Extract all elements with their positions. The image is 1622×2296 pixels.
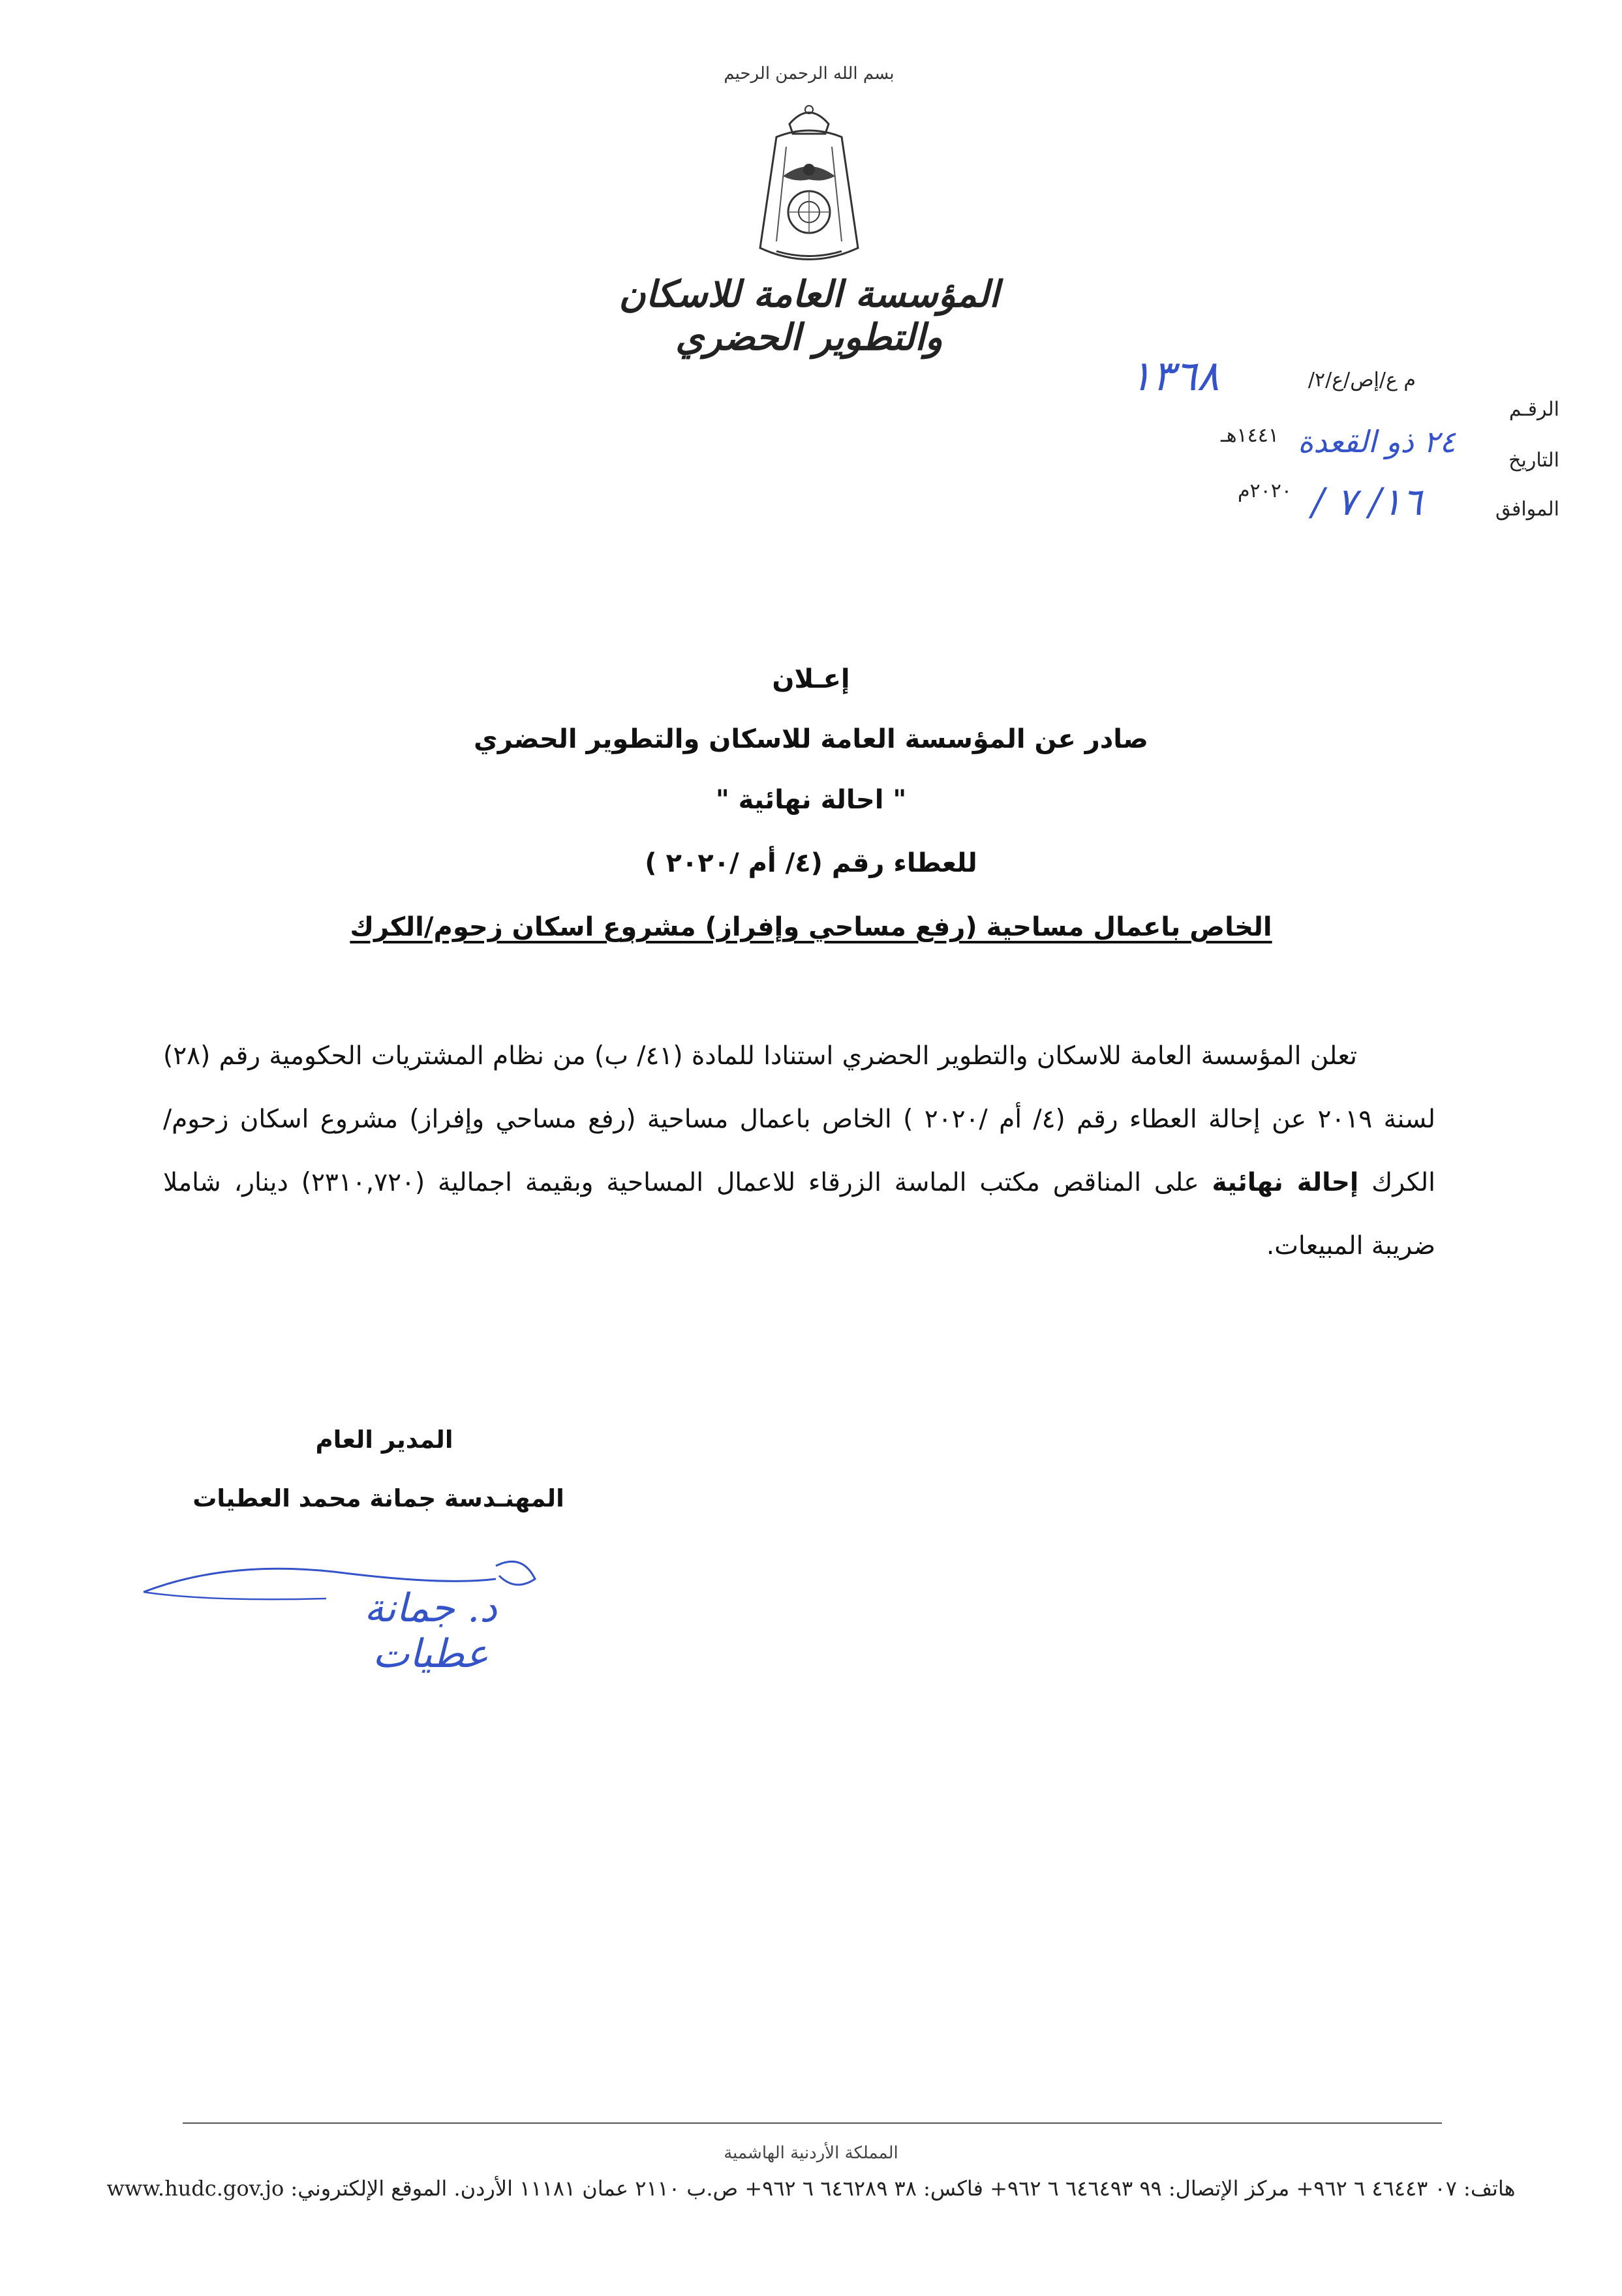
- signatory-title: المدير العام: [315, 1426, 453, 1454]
- announcement-body: [163, 1024, 1435, 1278]
- signatory-name: المهنـدسة جمانة محمد العطيات: [192, 1484, 564, 1512]
- date-handwritten: ٢٤ ذو القعدة: [1298, 424, 1456, 459]
- jordan-coat-of-arms-icon: [737, 98, 881, 274]
- body-text-part1: تعلن المؤسسة العامة للاسكان والتطوير الحضري استنادا للمادة (٤١/ ب) من نظام المشتريات الحكومية رقم (٢٨) لسنة ٢٠١٩ عن إحالة العطاء رقم (٤/ أم /٢٠٢٠ ) الخاص باعمال مساحية (رفع مساحي وإفراز) مشروع اسكان زحوم/الكرك: [163, 1041, 1436, 1197]
- footer-contact-text: هاتف: ٠٧ ٤٦٤٤٣ ٦ ٩٦٢+ مركز الإتصال: ٩٩ ٦٤٦٤٩٣ ٦ ٩٦٢+ فاكس: ٣٨ ٦٤٦٢٨٩ ٦ ٩٦٢+ ص.ب ٢١١٠ عمان ١١١٨١ الأردن. الموقع الإلكتروني:: [290, 2176, 1516, 2201]
- organization-logo-text: المؤسسة العامة للاسكان والتطوير الحضري: [619, 273, 1000, 359]
- signature-handwritten-text: د. جمانة عطيات: [364, 1585, 497, 1677]
- footer-divider: [183, 2122, 1442, 2124]
- basmala-header: بسم الله الرحمن الرحيم: [724, 64, 895, 84]
- body-text-emphasis: إحالة نهائية: [1212, 1168, 1359, 1197]
- tender-subject-line: الخاص باعمال مساحية (رفع مساحي وإفراز) مشروع اسكان زحوم/الكرك: [350, 912, 1272, 942]
- footer-kingdom-name: المملكة الأردنية الهاشمية: [724, 2143, 898, 2163]
- issuer-line: صادر عن المؤسسة العامة للاسكان والتطوير الحضري: [474, 724, 1148, 754]
- body-text-part2: على المناقص مكتب الماسة الزرقاء للاعمال المساحية وبقيمة اجمالية (٢٣١٠,٧٢٠) دينار، شاملا ضريبة المبيعات.: [163, 1168, 1435, 1261]
- reference-number-label: الرقـم: [1508, 398, 1559, 421]
- footer-contact-info: [72, 2176, 1550, 2201]
- reference-number-handwritten: ١٣٦٨: [1129, 352, 1219, 401]
- date-label: التاريخ: [1508, 449, 1559, 472]
- announcement-heading: إعـلان: [772, 664, 850, 694]
- corresponding-date-handwritten: ١٦/ ٧ /: [1311, 480, 1422, 524]
- footer-website-link[interactable]: www.hudc.gov.jo: [106, 2176, 284, 2201]
- tender-number-line: للعطاء رقم (٤/ أم /٢٠٢٠ ): [645, 848, 977, 878]
- reference-number-printed: م ع/إص/ع/٢/: [1308, 369, 1416, 391]
- handwritten-signature: [130, 1540, 587, 1677]
- date-hijri-year: ١٤٤١هـ: [1220, 424, 1279, 447]
- award-type-line: " احالة نهائية ": [715, 785, 907, 815]
- corresponding-gregorian-year: ٢٠٢٠م: [1237, 480, 1292, 502]
- corresponding-date-label: الموافق: [1495, 498, 1559, 521]
